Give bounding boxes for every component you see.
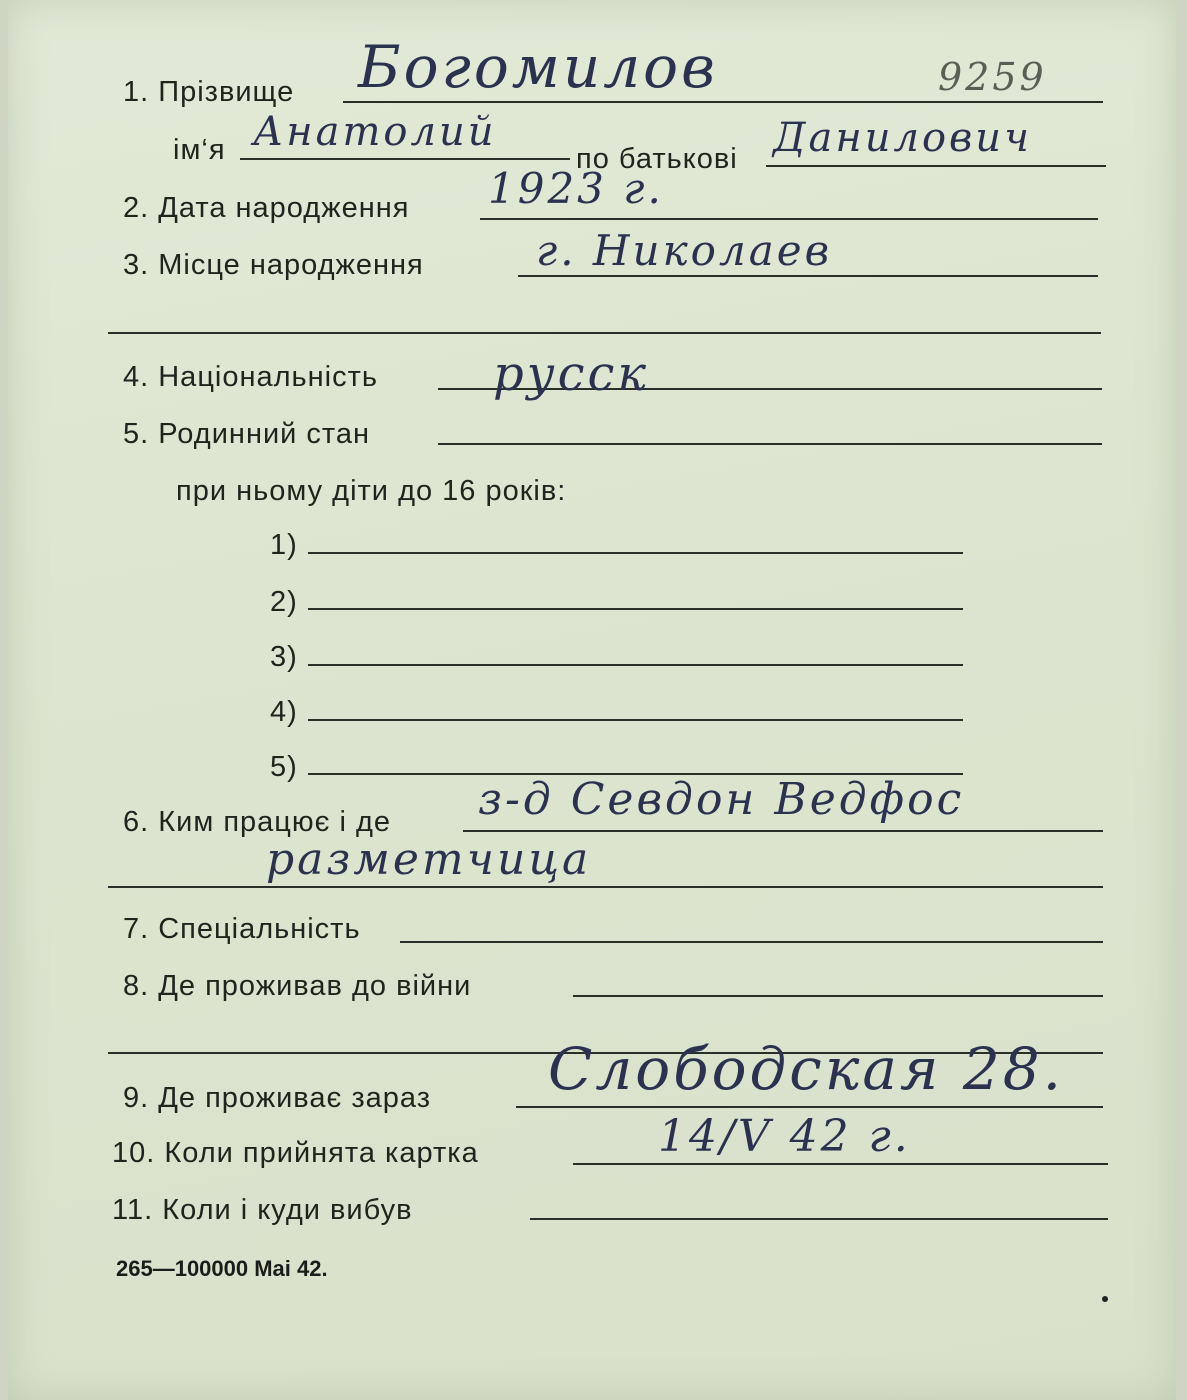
job-value: разметчица: [266, 834, 592, 885]
child-5-label: 5): [270, 751, 298, 783]
nationality-value: русск: [493, 346, 649, 402]
child-1-label: 1): [270, 529, 298, 561]
field-work-label: 6. Ким працює і де: [123, 806, 392, 838]
field-departure-label: 11. Коли і куди вибув: [112, 1194, 413, 1226]
current-address-line: [516, 1106, 1103, 1108]
surname-value: Богомилов: [358, 33, 718, 101]
prewar-line: [573, 995, 1103, 997]
patronymic-value: Данилович: [773, 115, 1032, 161]
field-card-date-label: 10. Коли прийнята картка: [112, 1137, 479, 1169]
field-birthplace-label: 3. Місце народження: [123, 249, 424, 281]
name-line: [240, 158, 570, 160]
card-date-line: [573, 1163, 1108, 1165]
registration-card: [8, 0, 1176, 1400]
marital-line: [438, 443, 1102, 445]
ink-dot: [1102, 1296, 1108, 1302]
name-value: Анатолий: [253, 109, 497, 155]
card-number: 9259: [938, 55, 1047, 99]
field-surname-label: 1. Прізвище: [123, 76, 295, 108]
child-4-line: [308, 719, 963, 721]
field-patronymic-label: по батькові: [576, 143, 738, 175]
birthdate-line: [480, 218, 1098, 220]
child-4-label: 4): [270, 696, 298, 728]
print-code: 265—100000 Mai 42.: [116, 1256, 328, 1281]
field-specialty-label: 7. Спеціальність: [123, 913, 361, 945]
children-label: при ньому діти до 16 років:: [176, 475, 567, 507]
field-prewar-label: 8. Де проживав до війни: [123, 970, 472, 1002]
birthplace-line-2: [108, 332, 1101, 334]
birthplace-line: [518, 275, 1098, 277]
card-date-value: 14/V 42 г.: [658, 1111, 911, 1162]
surname-line: [343, 101, 1103, 103]
birthdate-value: 1923 г.: [488, 164, 664, 213]
field-marital-label: 5. Родинний стан: [123, 418, 371, 450]
field-birthdate-label: 2. Дата народження: [123, 192, 410, 224]
field-name-label: ім‘я: [173, 134, 226, 166]
departure-line: [530, 1218, 1108, 1220]
child-2-label: 2): [270, 586, 298, 618]
field-current-address-label: 9. Де проживає зараз: [123, 1082, 432, 1114]
child-2-line: [308, 608, 963, 610]
specialty-line: [400, 941, 1103, 943]
work-line-2: [108, 886, 1103, 888]
child-3-line: [308, 664, 963, 666]
current-address-value: Слободская 28.: [548, 1035, 1065, 1103]
field-nationality-label: 4. Національність: [123, 361, 379, 393]
work-line: [463, 830, 1103, 832]
work-value: з-д Севдон Ведфос: [478, 774, 965, 825]
patronymic-line: [766, 165, 1106, 167]
child-3-label: 3): [270, 641, 298, 673]
birthplace-value: г. Николаев: [536, 226, 833, 275]
child-1-line: [308, 552, 963, 554]
